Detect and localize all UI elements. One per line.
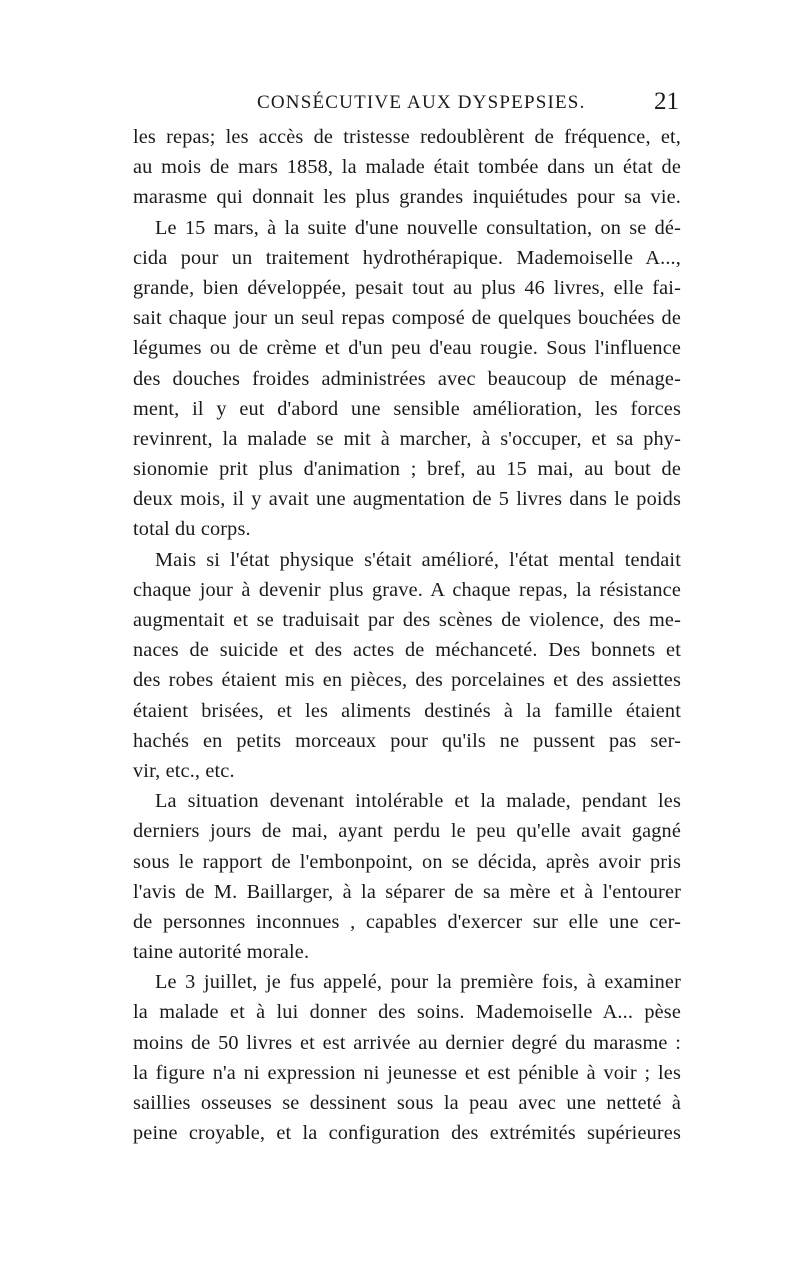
text-line: les repas; les accès de tristesse redoublèrent de fréquence, et, (133, 126, 681, 148)
text-line: des robes étaient mis en pièces, des porcelaines et des assiettes (133, 669, 681, 692)
text-line: ment, il y eut d'abord une sensible amélioration, les forces (133, 397, 681, 420)
text-line: l'avis de M. Baillarger, à la séparer de sa mère et à l'entourer (133, 880, 681, 903)
text-line: taine autorité morale. (133, 941, 310, 964)
paragraph (133, 786, 681, 967)
paragraph (133, 545, 681, 787)
running-head (133, 88, 681, 122)
paragraph (133, 213, 681, 545)
text-line: derniers jours de mai, ayant perdu le peu qu'elle avait gagné (133, 820, 681, 843)
text-line: de personnes inconnues , capables d'exercer sur elle une cer- (133, 910, 681, 933)
text-line: saillies osseuses se dessinent sous la peau avec une netteté à (133, 1092, 681, 1114)
text-line: chaque jour à devenir plus grave. A chaque repas, la résistance (133, 578, 681, 601)
paragraph (133, 967, 681, 1148)
text-line: sionomie prit plus d'animation ; bref, au 15 mai, au bout de (133, 458, 681, 481)
body-text (133, 122, 681, 1148)
text-line: sous le rapport de l'embonpoint, on se décida, après avoir pris (133, 850, 681, 873)
text-line: légumes ou de crème et d'un peu d'eau rougie. Sous l'influence (133, 337, 681, 360)
text-line: naces de suicide et des actes de méchanceté. Des bonnets et (133, 639, 681, 662)
page-number: 21 (654, 88, 679, 115)
text-line: marasme qui donnait les plus grandes inquiétudes pour sa vie. (133, 186, 681, 209)
text-line: deux mois, il y avait une augmentation de 5 livres dans le poids (133, 488, 681, 511)
text-line: revinrent, la malade se mit à marcher, à s'occuper, et sa phy- (133, 427, 681, 450)
text-line: cida pour un traitement hydrothérapique. Mademoiselle A..., (133, 246, 681, 269)
text-line: vir, etc., etc. (133, 759, 235, 782)
paragraph (133, 122, 681, 213)
text-line: au mois de mars 1858, la malade était tombée dans un état de (133, 156, 681, 179)
text-line: total du corps. (133, 518, 251, 541)
text-line: la malade et à lui donner des soins. Mademoiselle A... pèse (133, 1001, 681, 1024)
text-line: grande, bien développée, pesait tout au plus 46 livres, elle fai- (133, 276, 681, 299)
text-line: peine croyable, et la configuration des extrémités supérieures (133, 1122, 681, 1145)
text-line: la figure n'a ni expression ni jeunesse et est pénible à voir ; les (133, 1061, 681, 1084)
text-line: Mais si l'état physique s'était amélioré, l'état mental tendait (155, 548, 681, 571)
text-line: La situation devenant intolérable et la malade, pendant les (155, 790, 681, 813)
text-line: moins de 50 livres et est arrivée au dernier degré du marasme : (133, 1031, 681, 1054)
running-title: CONSÉCUTIVE AUX DYSPEPSIES. (257, 92, 586, 113)
text-line: Le 3 juillet, je fus appelé, pour la première fois, à examiner (155, 971, 681, 994)
text-line: hachés en petits morceaux pour qu'ils ne pussent pas ser- (133, 729, 681, 752)
text-line: étaient brisées, et les aliments destinés à la famille étaient (133, 699, 681, 722)
text-line: Le 15 mars, à la suite d'une nouvelle consultation, on se dé- (155, 216, 681, 239)
text-line: augmentait et se traduisait par des scènes de violence, des me- (133, 609, 681, 631)
text-line: sait chaque jour un seul repas composé de quelques bouchées de (133, 307, 681, 330)
text-line: des douches froides administrées avec beaucoup de ménage- (133, 367, 681, 390)
